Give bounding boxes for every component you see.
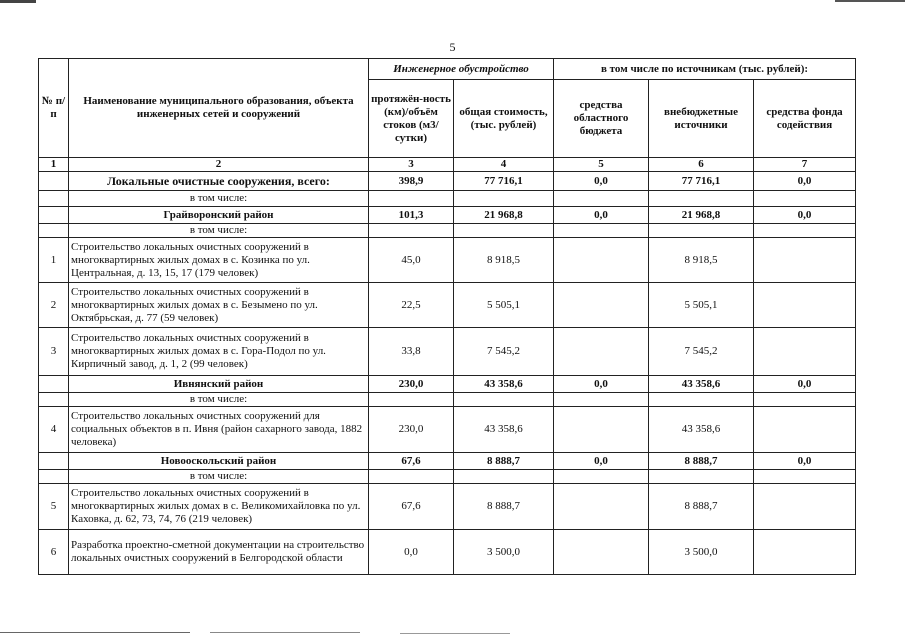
header-col-regional: средства областного бюджета <box>554 80 649 158</box>
district-row <box>39 453 856 470</box>
project-cost: 8 918,5 <box>454 238 554 283</box>
project-number: 1 <box>39 238 69 283</box>
total-row <box>39 172 856 191</box>
including-row <box>39 224 856 238</box>
district-extra: 8 888,7 <box>649 453 754 470</box>
project-extra: 8 918,5 <box>649 238 754 283</box>
project-number: 3 <box>39 328 69 376</box>
project-extra: 43 358,6 <box>649 407 754 453</box>
project-name: Разработка проектно-сметной документации на строительство локальных очистных сооружений в Белгородской области <box>69 530 369 575</box>
column-number: 3 <box>369 158 454 172</box>
district-extra: 43 358,6 <box>649 376 754 393</box>
district-fund: 0,0 <box>754 207 856 224</box>
district-length: 101,3 <box>369 207 454 224</box>
district-row <box>39 376 856 393</box>
project-cost: 5 505,1 <box>454 283 554 328</box>
total-name: Локальные очистные сооружения, всего: <box>69 172 369 191</box>
project-fund <box>754 530 856 575</box>
column-number: 6 <box>649 158 754 172</box>
project-regional <box>554 328 649 376</box>
district-name: Грайворонский район <box>69 207 369 224</box>
district-name: Новооскольский район <box>69 453 369 470</box>
project-regional <box>554 238 649 283</box>
total-regional: 0,0 <box>554 172 649 191</box>
district-name: Ивнянский район <box>69 376 369 393</box>
project-regional <box>554 407 649 453</box>
column-number: 4 <box>454 158 554 172</box>
project-row <box>39 407 856 453</box>
project-extra: 8 888,7 <box>649 484 754 530</box>
header-col-fund: средства фонда содействия <box>754 80 856 158</box>
district-fund: 0,0 <box>754 453 856 470</box>
header-group-engineering: Инженерное обустройство <box>369 59 554 80</box>
project-name: Строительство локальных очистных сооружений в многоквартирных жилых домах в с. Гора-Подол по ул. Кирпичный завод, д. 1, 2 (99 человек) <box>69 328 369 376</box>
header-col-length: протяжён-ность (км)/объём стоков (м3/сутки) <box>369 80 454 158</box>
scan-mark <box>400 633 510 634</box>
district-regional: 0,0 <box>554 207 649 224</box>
including-row <box>39 470 856 484</box>
investment-table <box>38 58 856 575</box>
project-row <box>39 484 856 530</box>
including-row <box>39 393 856 407</box>
column-number: 5 <box>554 158 649 172</box>
district-length: 67,6 <box>369 453 454 470</box>
total-extra: 77 716,1 <box>649 172 754 191</box>
district-cost: 21 968,8 <box>454 207 554 224</box>
project-cost: 3 500,0 <box>454 530 554 575</box>
district-row <box>39 207 856 224</box>
project-length: 33,8 <box>369 328 454 376</box>
project-length: 22,5 <box>369 283 454 328</box>
district-fund: 0,0 <box>754 376 856 393</box>
including-row <box>39 191 856 207</box>
column-number-row <box>39 158 856 172</box>
project-row <box>39 530 856 575</box>
district-extra: 21 968,8 <box>649 207 754 224</box>
project-number: 5 <box>39 484 69 530</box>
district-length: 230,0 <box>369 376 454 393</box>
project-number: 2 <box>39 283 69 328</box>
project-regional <box>554 484 649 530</box>
project-row <box>39 283 856 328</box>
project-extra: 3 500,0 <box>649 530 754 575</box>
header-col-total: общая стоимость, (тыс. рублей) <box>454 80 554 158</box>
including-label: в том числе: <box>69 224 369 238</box>
project-number: 4 <box>39 407 69 453</box>
scan-bottom-marks <box>0 630 905 636</box>
project-length: 230,0 <box>369 407 454 453</box>
district-regional: 0,0 <box>554 453 649 470</box>
project-fund <box>754 283 856 328</box>
district-cost: 43 358,6 <box>454 376 554 393</box>
scan-mark <box>835 0 905 2</box>
project-cost: 8 888,7 <box>454 484 554 530</box>
page-number: 5 <box>449 40 456 54</box>
total-fund: 0,0 <box>754 172 856 191</box>
total-cost: 77 716,1 <box>454 172 554 191</box>
project-fund <box>754 484 856 530</box>
project-fund <box>754 328 856 376</box>
project-regional <box>554 283 649 328</box>
header-col-name: Наименование муниципального образования, объекта инженерных сетей и сооружений <box>69 59 369 158</box>
column-number: 1 <box>39 158 69 172</box>
district-cost: 8 888,7 <box>454 453 554 470</box>
header-col-no: № п/п <box>39 59 69 158</box>
project-extra: 7 545,2 <box>649 328 754 376</box>
header-group-sources: в том числе по источникам (тыс. рублей): <box>554 59 856 80</box>
project-fund <box>754 238 856 283</box>
including-label: в том числе: <box>69 393 369 407</box>
project-cost: 7 545,2 <box>454 328 554 376</box>
header-row-top <box>39 59 856 80</box>
project-number: 6 <box>39 530 69 575</box>
column-number: 7 <box>754 158 856 172</box>
project-name: Строительство локальных очистных сооружений в многоквартирных жилых домах в с. Великомихайловка по ул. Каховка, д. 62, 73, 74, 76 (219 человек) <box>69 484 369 530</box>
project-regional <box>554 530 649 575</box>
including-label: в том числе: <box>69 191 369 207</box>
total-length: 398,9 <box>369 172 454 191</box>
project-length: 0,0 <box>369 530 454 575</box>
header-col-extrabudget: внебюджетные источники <box>649 80 754 158</box>
project-extra: 5 505,1 <box>649 283 754 328</box>
project-name: Строительство локальных очистных сооружений для социальных объектов в п. Ивня (район сахарного завода, 1882 человека) <box>69 407 369 453</box>
project-name: Строительство локальных очистных сооружений в многоквартирных жилых домах в с. Безымено по ул. Октябрьская, д. 77 (59 человек) <box>69 283 369 328</box>
scan-mark <box>0 0 36 3</box>
project-row <box>39 328 856 376</box>
scan-top-marks <box>0 0 905 8</box>
scan-mark <box>0 632 190 633</box>
project-cost: 43 358,6 <box>454 407 554 453</box>
project-length: 45,0 <box>369 238 454 283</box>
scan-mark <box>210 632 360 633</box>
column-number: 2 <box>69 158 369 172</box>
district-regional: 0,0 <box>554 376 649 393</box>
project-fund <box>754 407 856 453</box>
project-length: 67,6 <box>369 484 454 530</box>
including-label: в том числе: <box>69 470 369 484</box>
project-row <box>39 238 856 283</box>
project-name: Строительство локальных очистных сооружений в многоквартирных жилых домах в с. Козинка по ул. Центральная, д. 13, 15, 17 (179 человек) <box>69 238 369 283</box>
